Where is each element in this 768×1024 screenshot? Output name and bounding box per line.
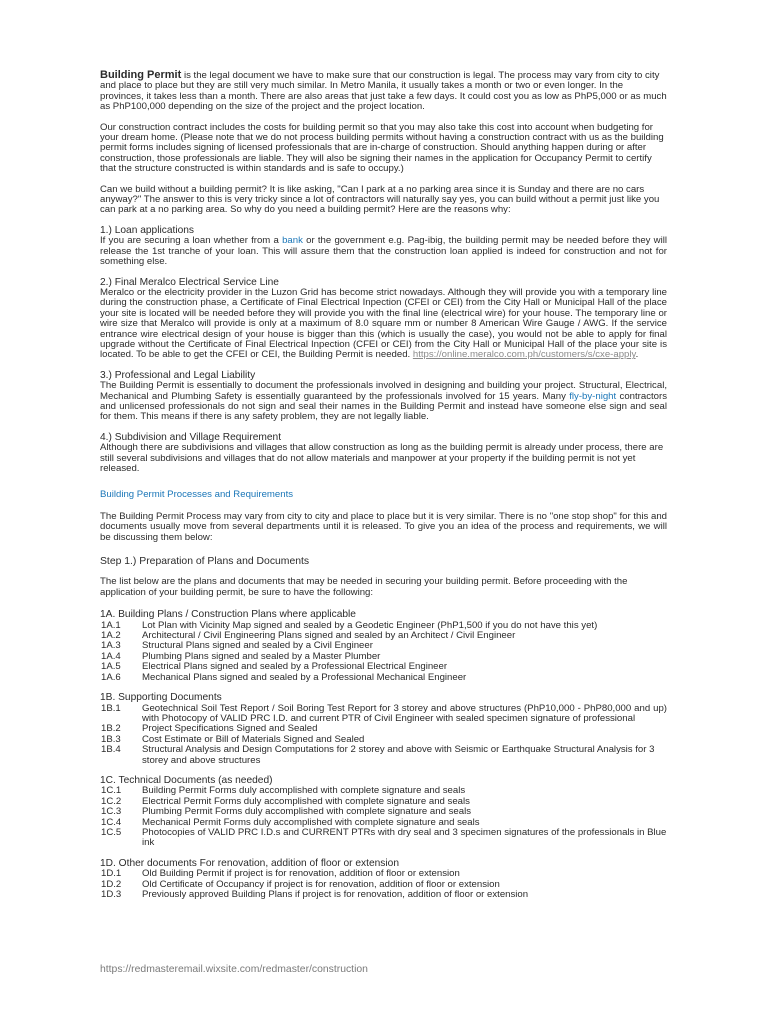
reason-liability (100, 371, 667, 423)
item-text: Structural Analysis and Design Computations for 2 storey and above with Seismic or Earthquake Structural Analysis for 3 storey and above structures (142, 744, 655, 766)
reason-text-part: . (635, 349, 639, 361)
reason-heading: 4.) Subdivision and Village Requirement (100, 431, 282, 443)
item-code: 1A.1 (101, 619, 121, 631)
step1-heading: Step 1.) Preparation of Plans and Documents (100, 556, 310, 568)
reason-subdivision (100, 433, 667, 475)
reason-loan-applications (100, 226, 667, 268)
reason-heading: 2.) Final Meralco Electrical Service Line (100, 276, 279, 288)
item-text: Plumbing Permit Forms duly accomplished with complete signature and seals (142, 806, 471, 818)
item-code: 1C.1 (101, 785, 122, 797)
item-text: Building Permit Forms duly accomplished with complete signature and seals (142, 785, 466, 797)
list-heading: 1B. Supporting Documents (100, 692, 222, 704)
item-code: 1C.4 (101, 816, 122, 828)
item-text: Architectural / Civil Engineering Plans signed and sealed by an Architect / Civil Engineer (142, 630, 516, 642)
item-code: 1D.2 (101, 878, 122, 890)
reason-text-part: contractors and unlicensed professionals do not sign and seal their names in the Building Permit and instead have someone else sign and seal for them. This means if there is any safety problem, they are not legally liable. (100, 390, 667, 423)
list-1b (100, 693, 667, 766)
list-1c (100, 776, 667, 849)
footer-url[interactable]: https://redmasteremail.wixsite.com/redmaster/construction (100, 964, 368, 975)
list-item (100, 745, 667, 766)
intro-paragraph (100, 70, 667, 113)
item-text: Old Certificate of Occupancy if project is for renovation, addition of floor or extension (142, 878, 500, 890)
item-text: Photocopies of VALID PRC I.D.s and CURRENT PTRs with dry seal and 3 specimen signatures of the professionals in Blue ink (142, 826, 667, 849)
item-code: 1A.6 (101, 671, 121, 683)
item-code: 1B.4 (101, 744, 121, 756)
list-1d (100, 859, 667, 901)
list-item (100, 828, 667, 849)
item-text: Mechanical Permit Forms duly accomplished with complete signature and seals (142, 816, 480, 828)
item-text: Previously approved Building Plans if project is for renovation, addition of floor or extension (142, 889, 529, 900)
step1-paragraph: The list below are the plans and documents that may be needed in securing your building permit. Before proceeding with the application of your building permit, be sure to have the following: (100, 576, 628, 598)
item-text: Old Building Permit if project is for renovation, addition of floor or extension (142, 868, 460, 880)
list-item (100, 890, 667, 900)
item-code: 1C.5 (101, 826, 122, 838)
item-code: 1A.2 (101, 630, 121, 642)
question-paragraph: Can we build without a building permit? It is like asking, "Can I park at a no parking area since it is Sunday and there are no cars anyway?" The answer to this is very tricky since a lot of contractors will naturally say yes, you can build without a permit just like you can park at a no parking area. So why do you need a building permit? Here are the reasons why: (100, 183, 660, 216)
reason-text-part: or the government e.g. Pag-ibig, the building permit may be needed before they will release the 1st tranche of your loan. This will assure them that the construction loan applied is indeed for construction and not for something else. (100, 235, 667, 268)
list-heading: 1D. Other documents For renovation, addition of floor or extension (100, 857, 399, 869)
item-text: Plumbing Plans signed and sealed by a Master Plumber (142, 650, 381, 662)
item-code: 1A.4 (101, 650, 121, 662)
reason-text-part: If you are securing a loan whether from a (100, 235, 283, 247)
reason-text: Although there are subdivisions and villages that allow construction as long as the building permit is already under process, there are still several subdivisions and villages that do not allow materials and manpower at your property if the building permit is not yet released. (100, 442, 664, 474)
item-text: Mechanical Plans signed and sealed by a Professional Mechanical Engineer (142, 671, 467, 683)
item-text: Lot Plan with Vicinity Map signed and sealed by a Geodetic Engineer (PhP1,500 if you do not have this yet) (142, 619, 598, 631)
list-heading: 1C. Technical Documents (as needed) (100, 774, 273, 786)
item-text: Project Specifications Signed and Sealed (142, 723, 318, 735)
list-heading: 1A. Building Plans / Construction Plans where applicable (100, 609, 356, 621)
item-code: 1D.3 (101, 889, 122, 900)
reason-text (100, 236, 667, 267)
item-code: 1B.1 (101, 702, 121, 714)
list-item (100, 704, 667, 725)
reason-text (100, 381, 667, 423)
item-code: 1C.3 (101, 806, 122, 818)
fly-by-night-link[interactable]: fly-by-night (569, 390, 617, 402)
process-heading: Building Permit Processes and Requirements (100, 489, 294, 501)
item-text: Electrical Permit Forms duly accomplished with complete signature and seals (142, 795, 470, 807)
item-code: 1B.3 (101, 733, 121, 745)
reason-text-part: The Building Permit is essentially to document the professionals involved in designing and building your project. Structural, Electrical, Mechanical and Plumbing Safety is essentially guaranteed by the professionals involved for 15 years. Many (100, 380, 667, 402)
item-text: Structural Plans signed and sealed by a Civil Engineer (142, 640, 373, 652)
item-code: 1D.1 (101, 868, 122, 880)
reason-meralco (100, 278, 667, 361)
process-paragraph: The Building Permit Process may vary from city to city and place to place but it is very similar. There is no "one stop shop" for this and documents usually move from several departments until it is released. To give you an idea of the process and requirements, we will be discussing them below: (100, 510, 667, 543)
page-title: Building Permit (100, 69, 182, 81)
list-item (100, 673, 667, 683)
item-text: Cost Estimate or Bill of Materials Signed and Sealed (142, 733, 365, 745)
intro-text: is the legal document we have to make sure that our construction is legal. The process may vary from city to city and place to place but they are still very much similar. In Metro Manila, it usually takes a month or two or even longer. In the provinces, it takes less than a month. There are also areas that just take a few days. It could cost you as low as PhP5,000 or as much as PhP100,000 depending on the size of the project and the project location. (100, 70, 667, 113)
item-code: 1A.3 (101, 640, 121, 652)
document-body (100, 70, 667, 910)
meralco-link[interactable]: https://online.meralco.com.ph/customers/s/cxe-apply (412, 349, 636, 361)
list-1a (100, 610, 667, 683)
reason-heading: 1.) Loan applications (100, 224, 195, 236)
contract-paragraph: Our construction contract includes the costs for building permit so that you may also take this cost into account when budgeting for your dream home. (Please note that we do not process building permits without having a construction contract with us as the building permit forms includes signing of licensed professionals that are in-charge of construction. Should anything happen during or after construction, those professionals are liable. They will also be signing their names in the application for Occupancy Permit to certify that the structure constructed is within standards and is safe to occupy.) (100, 121, 664, 175)
item-text: Electrical Plans signed and sealed by a Professional Electrical Engineer (142, 661, 448, 673)
item-code: 1A.5 (101, 661, 121, 673)
list-item (100, 807, 667, 817)
reason-text-part: Meralco or the electricity provider in the Luzon Grid has become strict nowadays. Although they will provide you with a temporary line during the construction phase, a Certificate of Final Electrical Inpection (CFEI or CEI) from the City Hall or Municipal Hall of the place your site is located will be needed before they will provide you with the final line (electrical wire) for your house. The temporary line or wire size that Meralco will provide is only at a maximum of 8.0 square mm or number 8 American Wire Gauge / AWG. If the service entrance wire electrical design of your house is bigger than this (which is usually the case), you would not be able to apply for final upgrade without the Certificate of Final Electrical Inpection (CFEI or CEI) from the City Hall or Municipal Hall of the place your site is located. To be able to get the CFEI or CEI, the Building Permit is needed. (100, 286, 667, 361)
item-code: 1C.2 (101, 795, 122, 807)
bank-link[interactable]: bank (282, 235, 303, 247)
reason-heading: 3.) Professional and Legal Liability (100, 369, 256, 381)
item-text: Geotechnical Soil Test Report / Soil Boring Test Report for 3 storey and above structures (PhP10,000 - PhP80,000 and up) with Photocopy of VALID PRC I.D. and current PTR of Civil Engineer with sealed specimen signature of professional (142, 702, 667, 724)
reason-text (100, 288, 667, 361)
item-code: 1B.2 (101, 723, 121, 735)
